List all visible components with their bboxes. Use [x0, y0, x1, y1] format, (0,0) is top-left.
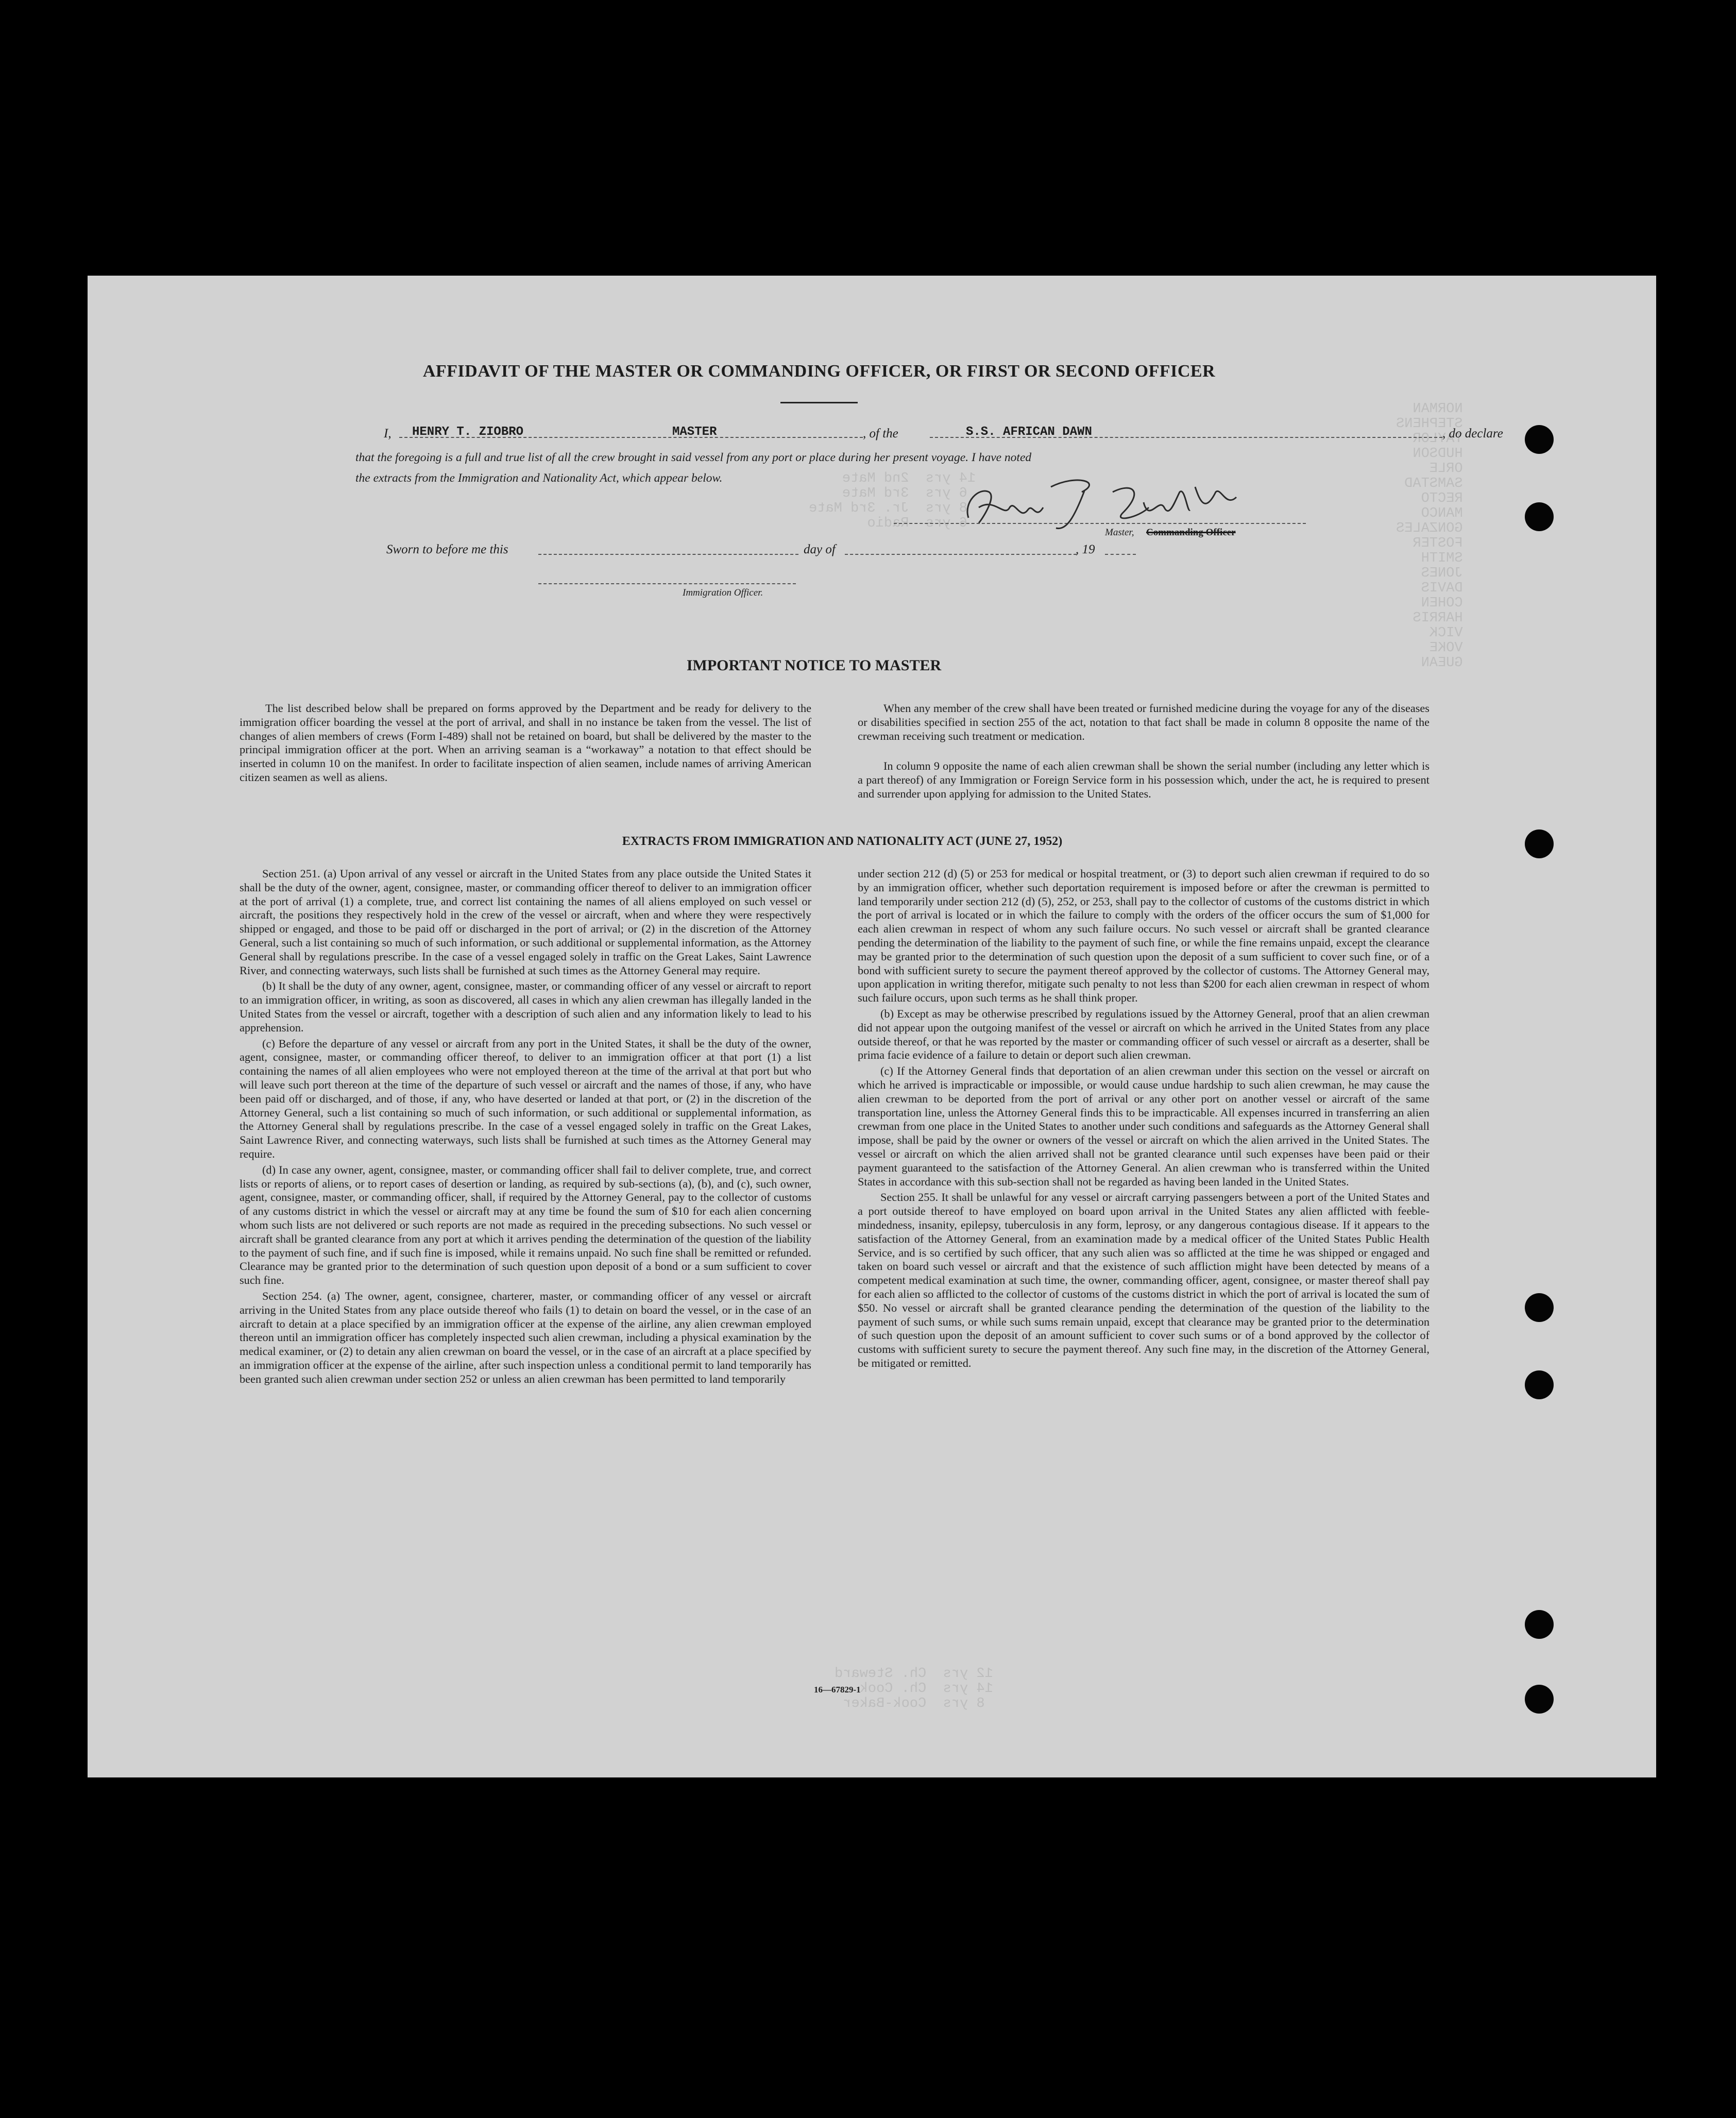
bleed-through-bottom: 12 yrs Ch. Steward 14 yrs Ch. Cook 8 yrs Cook-Baker	[835, 1666, 993, 1712]
section-255: Section 255. It shall be unlawful for any vessel or aircraft carrying passengers between a port of the United States and a port outside thereof to have employed on board upon arrival in the United States any alien afflicted with feeble-mindedness, insanity, epilepsy, tuberculosis in any form, leprosy, or any dangerous contagious disease. If it appears to the satisfaction of the Attorney General, from an examination made by a medical officer of the United States Public Health Service, and is so certified by such officer, that any such alien was so afflicted at the time he was shipped or engaged and taken on board such vessel or aircraft and that the existence of such affliction might have been detected by means of a competent medical examination at such time, the owner, commanding officer, agent, consignee, or master thereof shall pay for each alien so afflicted to the collector of customs of the customs district in which the port of arrival is located the sum of $50. No vessel or aircraft shall be granted clearance pending the determination of the question of the liability to the payment of such sums, or while such sums remain unpaid, except that clearance may be granted prior to the determination of such question upon the deposit of an amount sufficient to cover such sums or of a bond approved by the collector of customs with sufficient surety to secure the payment thereof. Any such fine may, in the discretion of the Attorney General, be mitigated or remitted.	[858, 1191, 1429, 1369]
notice-left-paragraph: The list described below shall be prepared on forms approved by the Department and be ready for delivery to the immigration officer boarding the vessel at the port of arrival, and shall in no instance be taken from the vessel. The list of changes of alien members of crews (Form I-489) shall not be retained on board, but shall be delivered by the master to the principal immigration officer at the port. When an arriving seaman is a “workaway” a notation to that effect should be inserted in column 10 on the manifest. In order to facilitate inspection of alien seamen, include names of arriving American citizen seamen as well as aliens.	[240, 702, 811, 784]
declaration-line-2: that the foregoing is a full and true list of all the crew brought in said vessel from any port or place during her present voyage. I have noted	[355, 451, 1032, 464]
punch-hole	[1525, 1293, 1554, 1322]
punch-hole	[1525, 1685, 1554, 1714]
punch-hole	[1525, 1610, 1554, 1639]
affidavit-title: AFFIDAVIT OF THE MASTER OR COMMANDING OFFICER, OR FIRST OR SECOND OFFICER	[422, 362, 1216, 381]
sworn-day-line	[538, 554, 798, 555]
section-254-a-continued: under section 212 (d) (5) or 253 for medical or hospital treatment, or (3) to deport such alien crewman if required to do so by an immigration officer, whether such deportation requirement is imposed before or after the crewman is permitted to land temporarily under section 212 (d) (5), 252, or 253, shall pay to the collector of customs of the customs district in which the port of arrival is located or in which the failure to comply with the orders of the officer occurs the sum of $1,000 for each alien crewman in respect of whom any such failure occurs. No such vessel or aircraft shall be granted clearance pending the determination of the liability to the payment of such fine, or while the fine remains unpaid, except the clearance may be granted prior to the determination of such question upon the deposit of a sum sufficient to cover such fine, or of a bond with sufficient surety to secure the payment thereof approved by the collector of customs. The Attorney General may, upon application in writing therefor, mitigate such penalty to not less than $200 for each alien crewman in respect of whom such failure occurs, upon such terms as he shall think proper.	[858, 867, 1429, 1005]
punch-hole	[1525, 425, 1554, 454]
bleed-through-ranks: 14 yrs 2nd Mate 6 yrs 3rd Mate 8 yrs Jr. 3rd Mate 6 yrs Radio	[809, 471, 976, 531]
year-label: , 19	[1076, 543, 1095, 556]
notice-right-paragraph-1: When any member of the crew shall have been treated or furnished medicine during the voyage for any of the diseases or disabilities specified in section 255 of the act, notation to that fact shall be made in column 8 opposite the name of the crewman receiving such treatment or medication.	[858, 702, 1429, 742]
section-251-b: (b) It shall be the duty of any owner, agent, consignee, master, or commanding officer of any vessel or aircraft to report to an immigration officer, in writing, as soon as discovered, all cases in which any alien crewman has illegally landed in the United States from the vessel or aircraft, together with a description of such alien and any information likely to lead to his apprehension.	[240, 979, 811, 1034]
extracts-title: EXTRACTS FROM IMMIGRATION AND NATIONALITY ACT (JUNE 27, 1952)	[622, 835, 1063, 848]
master-rank: MASTER	[672, 425, 717, 439]
extracts-right-column	[858, 867, 1429, 1373]
day-of-label: day of	[804, 543, 836, 556]
immigration-officer-caption: Immigration Officer.	[683, 587, 763, 598]
section-251-c: (c) Before the departure of any vessel or aircraft from any port in the United States, it shall be the duty of the owner, agent, consignee, master, or commanding officer thereof, to deliver to an immigration officer at that port (1) a list containing the names of all alien employees who were not employed thereon at the time of the arrival at that port but who will leave such port thereon at the time of the departure of such vessel or aircraft and the names of those, if any, who have been paid off or discharged, and of those, if any, who have deserted or landed at that port, or (2) in the discretion of the Attorney General, such a list containing so much of such information, or such additional or supplemental information, as the Attorney General shall by regulations prescribe. In the case of a vessel engaged solely in traffic on the Great Lakes, Saint Lawrence River, and connecting waterways, such lists shall be furnished at such times as the Attorney General may require.	[240, 1037, 811, 1160]
do-declare-label: , do declare	[1442, 427, 1503, 440]
title-rule	[780, 402, 858, 403]
commanding-officer-caption: Commanding Officer	[1146, 527, 1236, 538]
section-254-c: (c) If the Attorney General finds that deportation of an alien crewman under this section on the vessel or aircraft on which he arrived is impracticable or impossible, or would cause undue hardship to such alien crewman, he may cause the alien crewman to be deported from the port of arrival or any other port on another vessel or aircraft of the same transportation line, unless the Attorney General finds this to be impracticable. All expenses incurred in transferring an alien crewman from one place in the United States to another under such conditions and safeguards as the Attorney General shall impose, shall be paid by the owner or owners of the vessel or aircraft on which the alien arrived in the United States. The vessel or aircraft on which the alien arrived shall not be granted clearance until such expenses have been paid or their payment guaranteed to the satisfaction of the Attorney General. An alien crewman who is transferred within the United States in accordance with this sub-section shall not be regarded as having been landed in the United States.	[858, 1064, 1429, 1188]
declare-prefix: I,	[384, 427, 392, 440]
vessel-name: S.S. AFRICAN DAWN	[966, 425, 1092, 439]
year-line	[1105, 554, 1136, 555]
section-254-b: (b) Except as may be otherwise prescribed by regulations issued by the Attorney General, proof that an alien crewman did not appear upon the outgoing manifest of the vessel or aircraft on which he arrived in the United States from any place outside thereof, or that he was reported by the master or commanding officer of such vessel or aircraft as a deserter, shall be prima facie evidence of a failure to detain or deport such alien crewman.	[858, 1007, 1429, 1062]
bleed-through-names: NORMAN STEPHENS TAYLOR HUDSON ORLE SAMSTAD RECTO MANCO GONZALES FOSTER SMITH JONES DAVIS COHEN HARRIS VICK VOKE GUEAN	[1396, 401, 1463, 671]
notice-right-paragraph-2: In column 9 opposite the name of each alien crewman shall be shown the serial number (including any letter which is a part thereof) of any Immigration or Foreign Service form in his possession which, under the act, he is required to present and surrender upon applying for admission to the United States.	[858, 759, 1429, 800]
master-caption: Master,	[1105, 527, 1134, 538]
notice-title: IMPORTANT NOTICE TO MASTER	[686, 657, 942, 674]
sworn-label: Sworn to before me this	[386, 543, 508, 556]
document-page	[88, 276, 1656, 1777]
declaration-line-3: the extracts from the Immigration and Nationality Act, which appear below.	[355, 471, 723, 485]
section-254-a: Section 254. (a) The owner, agent, consignee, charterer, master, or commanding officer of any vessel or aircraft arriving in the United States from any place outside thereof who fails (1) to detain on board the vessel, or in the case of an aircraft to detain at a place specified by an immigration officer at the expense of the airline, any alien crewman employed thereon until an immigration officer has completely inspected such alien crewman, including a physical examination by the medical examiner, or (2) to detain any alien crewman on board the vessel, or in the case of an aircraft at a place specified by an immigration officer at the expense of the airline, after such inspection unless a conditional permit to land temporarily has been granted such alien crewman under section 252 or unless an alien crewman has been permitted to land temporarily	[240, 1289, 811, 1385]
punch-hole	[1525, 1370, 1554, 1399]
master-name: HENRY T. ZIOBRO	[412, 425, 524, 439]
sworn-month-line	[845, 554, 1077, 555]
punch-hole	[1525, 829, 1554, 858]
section-251-a: Section 251. (a) Upon arrival of any vessel or aircraft in the United States from any place outside the United States it shall be the duty of the owner, agent, consignee, master, or commanding officer thereof to deliver to an immigration officer at the port of arrival (1) a complete, true, and correct list containing the names of all aliens employed on such vessel or aircraft, the positions they respectively hold in the crew of the vessel or aircraft, when and where they were respectively shipped or engaged, and those to be paid off or discharged in the port of arrival; or (2) in the discretion of the Attorney General, such a list containing so much of such information, or such additional or supplemental information, as the Attorney General shall by regulations prescribe. In the case of a vessel engaged solely in traffic on the Great Lakes, Saint Lawrence River, and connecting waterways, such lists shall be furnished at such times as the Attorney General may require.	[240, 867, 811, 977]
immigration-officer-line	[538, 583, 796, 584]
punch-hole	[1525, 502, 1554, 531]
extracts-left-column	[240, 867, 811, 1388]
form-code: 16—67829-1	[814, 1685, 861, 1695]
of-the-label: , of the	[863, 427, 898, 440]
section-251-d: (d) In case any owner, agent, consignee, master, or commanding officer shall fail to deliver complete, true, and correct lists or reports of aliens, or to report cases of desertion or landing, as required by sub-sections (a), (b), and (c), such owner, agent, consignee, master, or commanding officer, shall, if required by the Attorney General, pay to the collector of customs of any customs district in which the vessel or aircraft may at any time be found the sum of $10 for each alien concerning whom such lists are not delivered or such reports are not made as required in the preceding subsections. No such vessel or aircraft shall be granted clearance from any port at which it arrives pending the determination of the question of the liability to the payment of such fine, and if such fine is imposed, while it remains unpaid. No such fine shall be remitted or refunded. Clearance may be granted prior to the determination of such question upon deposit of a bond or a sum sufficient to cover such fine.	[240, 1163, 811, 1287]
